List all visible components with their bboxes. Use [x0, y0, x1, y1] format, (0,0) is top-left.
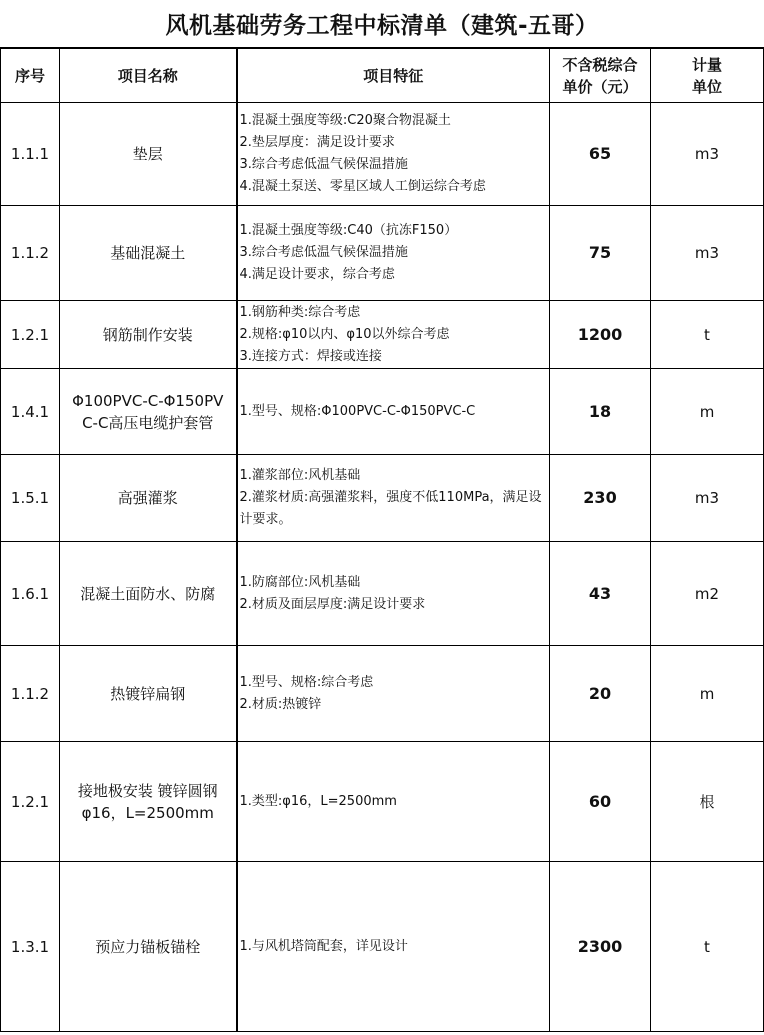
- feature-line: 1.型号、规格:综合考虑: [239, 674, 374, 690]
- cell-unit[interactable]: m2: [651, 542, 764, 646]
- feature-line: 4.混凝土泵送、零星区域人工倒运综合考虑: [239, 179, 486, 194]
- header-unit[interactable]: [651, 49, 764, 103]
- cell-seq[interactable]: 1.2.1: [1, 301, 60, 369]
- feature-line: 3.综合考虑低温气候保温措施: [239, 157, 408, 172]
- cell-name[interactable]: 钢筋制作安装: [60, 301, 237, 369]
- cell-feature[interactable]: [237, 301, 550, 369]
- table-row: [1, 103, 764, 206]
- cell-name[interactable]: 接地极安装 镀锌圆钢φ16，L=2500mm: [60, 742, 237, 862]
- cell-price[interactable]: 20: [550, 646, 651, 742]
- table-row: [1, 301, 764, 369]
- header-unit-line1: 计量: [691, 55, 722, 74]
- cell-seq[interactable]: 1.1.2: [1, 646, 60, 742]
- feature-line: 1.混凝土强度等级:C40（抗冻F150）: [239, 223, 458, 238]
- cell-unit[interactable]: t: [651, 862, 764, 1032]
- cell-name[interactable]: 垫层: [60, 103, 237, 206]
- cell-name[interactable]: 预应力锚板锚栓: [60, 862, 237, 1032]
- cell-unit[interactable]: 根: [651, 742, 764, 862]
- header-unit-line2: 单位: [691, 77, 722, 96]
- cell-seq[interactable]: 1.3.1: [1, 862, 60, 1032]
- cell-seq[interactable]: 1.1.2: [1, 206, 60, 301]
- cell-unit[interactable]: m: [651, 369, 764, 455]
- cell-feature[interactable]: [237, 862, 550, 1032]
- cell-price[interactable]: 2300: [550, 862, 651, 1032]
- feature-line: 1.灌浆部位:风机基础: [239, 468, 361, 483]
- feature-line: 2.垫层厚度：满足设计要求: [239, 135, 395, 150]
- cell-seq[interactable]: 1.2.1: [1, 742, 60, 862]
- cell-seq[interactable]: 1.5.1: [1, 455, 60, 542]
- feature-line: 2.材质及面层厚度:满足设计要求: [239, 596, 426, 612]
- cell-feature[interactable]: [237, 369, 550, 455]
- header-price-line2: 单价（元）: [562, 77, 638, 96]
- cell-price[interactable]: 75: [550, 206, 651, 301]
- feature-line: 4.满足设计要求，综合考虑: [239, 267, 395, 282]
- cell-name[interactable]: 混凝土面防水、防腐: [60, 542, 237, 646]
- bid-table: [0, 48, 764, 1032]
- cell-unit[interactable]: t: [651, 301, 764, 369]
- cell-feature[interactable]: [237, 206, 550, 301]
- cell-seq[interactable]: 1.6.1: [1, 542, 60, 646]
- cell-price[interactable]: 43: [550, 542, 651, 646]
- cell-price[interactable]: 1200: [550, 301, 651, 369]
- cell-name[interactable]: Φ100PVC-C-Φ150PVC-C高压电缆护套管: [60, 369, 237, 455]
- table-row: [1, 369, 764, 455]
- feature-line: 1.混凝土强度等级:C20聚合物混凝土: [239, 113, 451, 128]
- cell-price[interactable]: 65: [550, 103, 651, 206]
- header-row: [1, 49, 764, 103]
- header-seq[interactable]: 序号: [1, 49, 60, 103]
- sheet-title: 风机基础劳务工程中标清单（建筑-五哥）: [0, 0, 764, 48]
- cell-unit[interactable]: m: [651, 646, 764, 742]
- cell-feature[interactable]: [237, 455, 550, 542]
- header-name[interactable]: 项目名称: [60, 49, 237, 103]
- cell-price[interactable]: 60: [550, 742, 651, 862]
- cell-seq[interactable]: 1.1.1: [1, 103, 60, 206]
- table-row: [1, 542, 764, 646]
- cell-unit[interactable]: m3: [651, 103, 764, 206]
- cell-name[interactable]: 热镀锌扁钢: [60, 646, 237, 742]
- feature-line: 1.型号、规格:Φ100PVC-C-Φ150PVC-C: [239, 403, 476, 419]
- feature-line: 1.钢筋种类:综合考虑: [239, 304, 361, 320]
- cell-price[interactable]: 18: [550, 369, 651, 455]
- table-row: [1, 206, 764, 301]
- cell-seq[interactable]: 1.4.1: [1, 369, 60, 455]
- feature-line: 3.综合考虑低温气候保温措施: [239, 245, 408, 260]
- table-row: [1, 455, 764, 542]
- cell-name[interactable]: 基础混凝土: [60, 206, 237, 301]
- cell-feature[interactable]: [237, 646, 550, 742]
- feature-line: 1.与风机塔筒配套，详见设计: [239, 938, 408, 954]
- feature-line: 2.材质:热镀锌: [239, 696, 322, 712]
- cell-feature[interactable]: [237, 742, 550, 862]
- cell-price[interactable]: 230: [550, 455, 651, 542]
- cell-unit[interactable]: m3: [651, 206, 764, 301]
- table-row: [1, 862, 764, 1032]
- header-price-line1: 不含税综合: [562, 55, 638, 74]
- header-price[interactable]: [550, 49, 651, 103]
- feature-line: 2.规格:φ10以内、φ10以外综合考虑: [239, 326, 450, 342]
- table-row: [1, 742, 764, 862]
- cell-feature[interactable]: [237, 103, 550, 206]
- feature-line: 2.灌浆材质:高强灌浆料，强度不低110MPa，满足设计要求。: [239, 490, 542, 527]
- cell-unit[interactable]: m3: [651, 455, 764, 542]
- cell-feature[interactable]: [237, 542, 550, 646]
- feature-line: 1.防腐部位:风机基础: [239, 574, 361, 590]
- cell-name[interactable]: 高强灌浆: [60, 455, 237, 542]
- table-row: [1, 646, 764, 742]
- feature-line: 1.类型:φ16，L=2500mm: [239, 793, 397, 809]
- feature-line: 3.连接方式：焊接或连接: [239, 348, 382, 364]
- header-feature[interactable]: 项目特征: [237, 49, 550, 103]
